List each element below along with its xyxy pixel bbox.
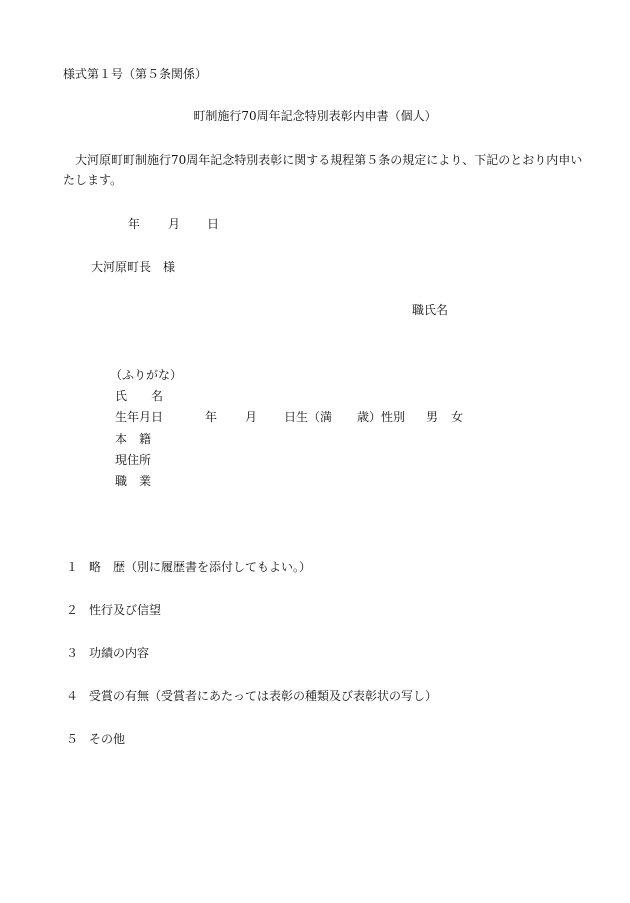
birth-month-label: 月 <box>245 410 258 424</box>
furigana-label: （ふりがな） <box>110 368 183 382</box>
section-text: 略 歴（別に履歴書を添付してもよい。） <box>89 560 312 574</box>
section-number: ２ <box>66 603 79 617</box>
birth-date-label: 生年月日 <box>115 410 164 424</box>
domicile-label: 本 籍 <box>115 432 152 446</box>
section-number: ４ <box>66 689 79 703</box>
section-text: 性行及び信望 <box>89 603 162 617</box>
document-title: 町制施行70周年記念特別表彰内申書（個人） <box>193 109 437 123</box>
section-number: １ <box>66 560 79 574</box>
section-number: ５ <box>66 732 79 746</box>
section-text: 功績の内容 <box>89 646 150 660</box>
date-day-label: 日 <box>207 217 220 231</box>
intro-paragraph: 大河原町町制施行70周年記念特別表彰に関する規程第５条の規定により、下記のとおり内申いたします。 <box>63 153 583 187</box>
section-text: 受賞の有無（受賞者にあたっては表彰の種類及び表彰状の写し） <box>89 689 438 703</box>
birth-year-label: 年 <box>205 410 218 424</box>
section-text: その他 <box>89 732 126 746</box>
occupation-label: 職 業 <box>115 474 152 488</box>
submitter-label: 職氏名 <box>412 303 449 317</box>
section-number: ３ <box>66 646 79 660</box>
age-gender-label: 歳）性別 <box>357 410 406 424</box>
name-label: 氏 名 <box>115 389 164 403</box>
date-month-label: 月 <box>168 217 181 231</box>
form-number: 様式第１号（第５条関係） <box>63 67 208 81</box>
addressee: 大河原町長 様 <box>91 260 176 274</box>
gender-male-option: 男 <box>426 410 439 424</box>
date-year-label: 年 <box>128 217 141 231</box>
gender-female-option: 女 <box>451 410 464 424</box>
address-label: 現住所 <box>115 453 152 467</box>
birth-day-age-label: 日生（満 <box>284 410 333 424</box>
